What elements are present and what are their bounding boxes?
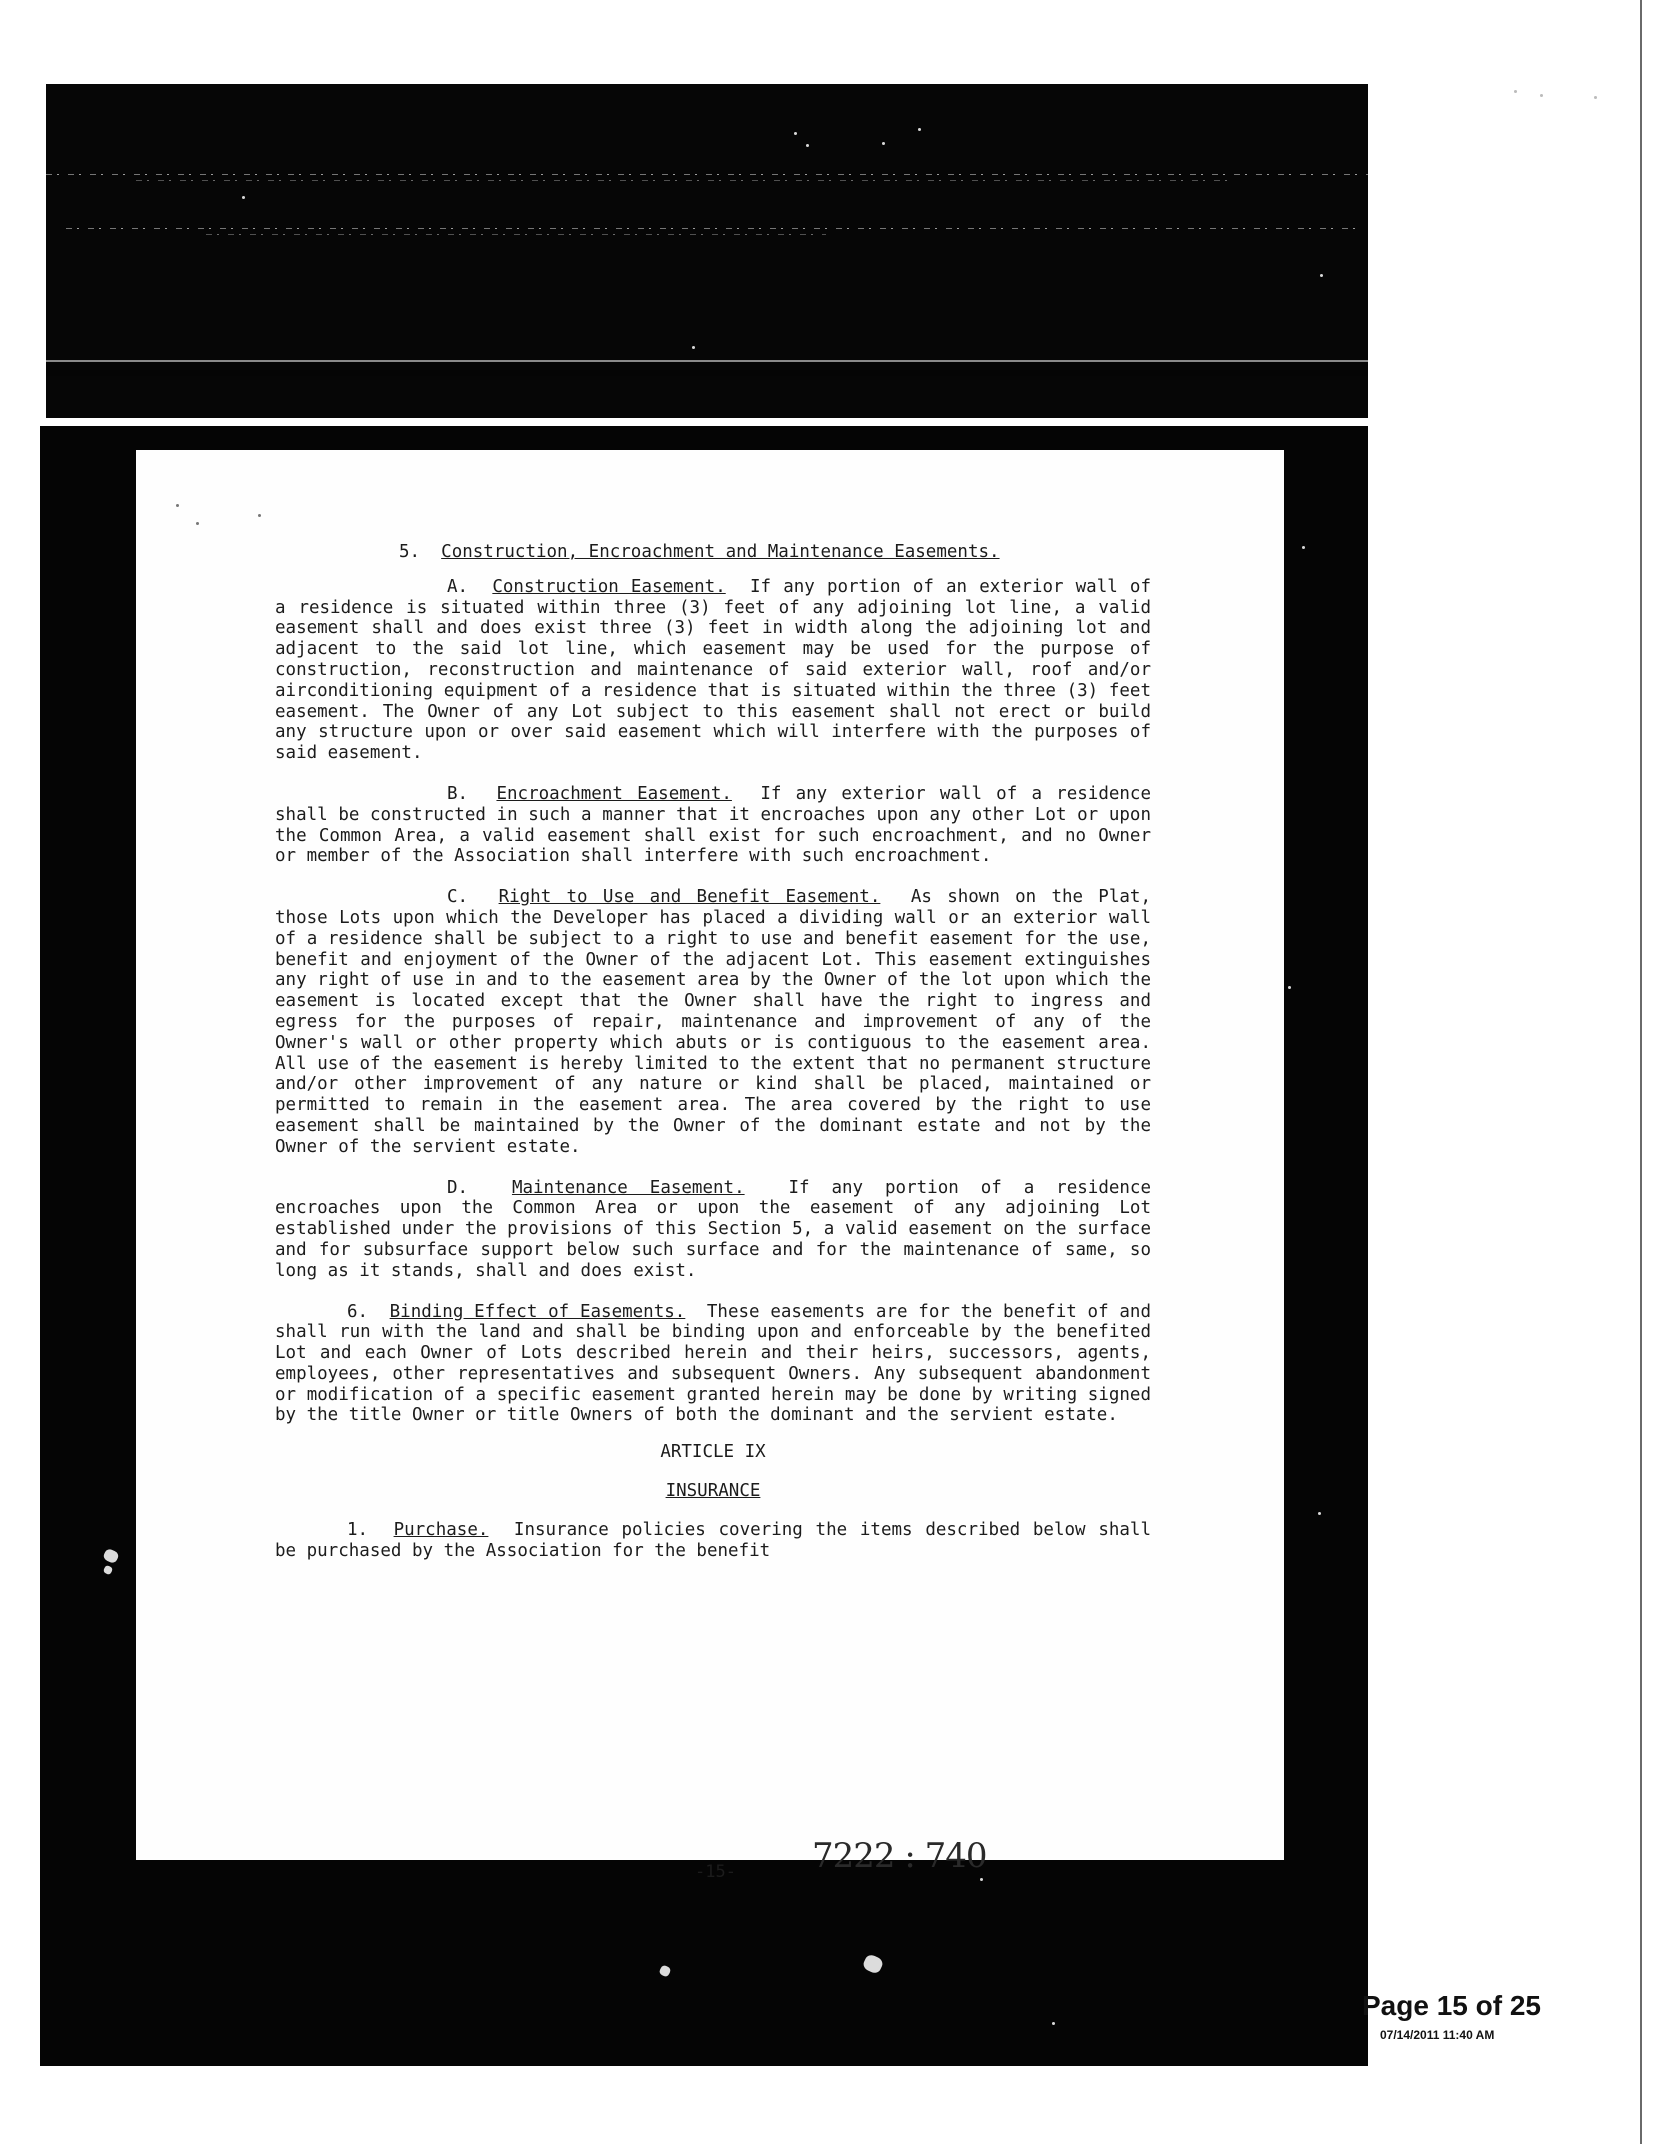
section-6-paragraph <box>275 1302 1151 1427</box>
purchase-paragraph <box>275 1520 1151 1562</box>
paragraph-lead: C. <box>447 887 469 908</box>
paragraph-b <box>275 784 1151 867</box>
paragraph-title: Purchase. <box>393 1519 489 1540</box>
paragraph-text: Insurance policies covering the items described below shall be purchased by the Association for the benefit <box>275 1519 1151 1561</box>
paragraph-title: Right to Use and Benefit Easement. <box>498 887 881 908</box>
right-edge-rule <box>1640 0 1642 2144</box>
paragraph-title: Construction Easement. <box>492 576 726 597</box>
paragraph-title: Maintenance Easement. <box>511 1177 745 1198</box>
document-body <box>275 542 1152 1882</box>
paragraph-lead: D. <box>447 1177 469 1198</box>
article-number: ARTICLE IX <box>660 1442 766 1463</box>
paragraph-text: These easements are for the benefit of and shall run with the land and shall be binding upon and enforceable by the benefited Lot and each Owner of Lots described herein and their heirs, successors, agents, employees, other representatives and subsequent Owners. Any subsequent abandonment or modification of a specific easement granted herein may be done by writing signed by the title Owner or title Owners of both the dominant and the servient estate. <box>275 1301 1151 1426</box>
paragraph-text: If any portion of a residence encroaches upon the Common Area or upon the easement of any adjoining Lot established under the provisions of this Section 5, a valid easement on the surface and for subsurface support below such surface and for the maintenance of same, so long as it stands, shall and does exist. <box>275 1177 1152 1281</box>
section-number: 5. <box>399 542 421 562</box>
paragraph-title: Encroachment Easement. <box>496 783 732 804</box>
recording-stamp: 7222 : 740 <box>812 1836 987 1876</box>
paragraph-lead: 6. <box>347 1301 369 1322</box>
paragraph-title: Binding Effect of Easements. <box>389 1301 686 1322</box>
scan-header-noise <box>46 84 1368 418</box>
paragraph-lead: B. <box>447 783 469 804</box>
paragraph-d <box>275 1178 1151 1282</box>
scanned-page <box>40 426 1368 2066</box>
print-timestamp: 07/14/2011 11:40 AM <box>1380 2028 1495 2042</box>
paragraph-c <box>275 887 1151 1157</box>
section-5-heading <box>275 542 1151 563</box>
paragraph-text: If any portion of an exterior wall of a residence is situated within three (3) feet of any adjoining lot line, a valid easement shall and does exist three (3) feet in width along the adjoining lot and adjacent to the said lot line, which easement may be used for the purpose of construction, reconstruction and maintenance of said exterior wall, roof and/or airconditioning equipment of a residence that is situated within the three (3) feet easement. The Owner of any Lot subject to this easement shall not erect or build any structure upon or over said easement which will interfere with the purposes of said easement. <box>275 576 1151 764</box>
paragraph-lead: A. <box>447 576 469 597</box>
paragraph-text: As shown on the Plat, those Lots upon which the Developer has placed a dividing wall or an exterior wall of a residence shall be subject to a right to use and benefit easement for the use, benefit and enjoyment of the Owner of the adjacent Lot. This easement extinguishes any right of use in and to the easement area by the Owner of the lot upon which the easement is located except that the Owner shall have the right to ingress and egress for the purposes of repair, maintenance and improvement of any of the Owner's wall or other property which abuts or is contiguous to the easement area. All use of the easement is hereby limited to the extent that no permanent structure and/or other improvement of any nature or kind shall be placed, maintained or permitted to remain in the easement area. The area covered by the right to use easement shall be maintained by the Owner of the dominant estate and not by the Owner of the servient estate. <box>275 887 1151 1157</box>
page-label: Page 15 of 25 <box>1362 1990 1541 2021</box>
page-number: -15- <box>695 1862 736 1882</box>
paragraph-a <box>275 577 1151 764</box>
section-title: Construction, Encroachment and Maintenance Easements. <box>441 542 1000 562</box>
article-title: INSURANCE <box>665 1481 761 1502</box>
document-page <box>136 450 1284 1882</box>
paragraph-lead: 1. <box>347 1519 369 1540</box>
page-counter-badge <box>1362 1990 1541 2042</box>
paragraph-text: If any exterior wall of a residence shall be constructed in such a manner that it encroaches upon any other Lot or upon the Common Area, a valid easement shall exist for such encroachment, and no Owner or member of the Association shall interfere with such encroachment. <box>275 783 1151 867</box>
